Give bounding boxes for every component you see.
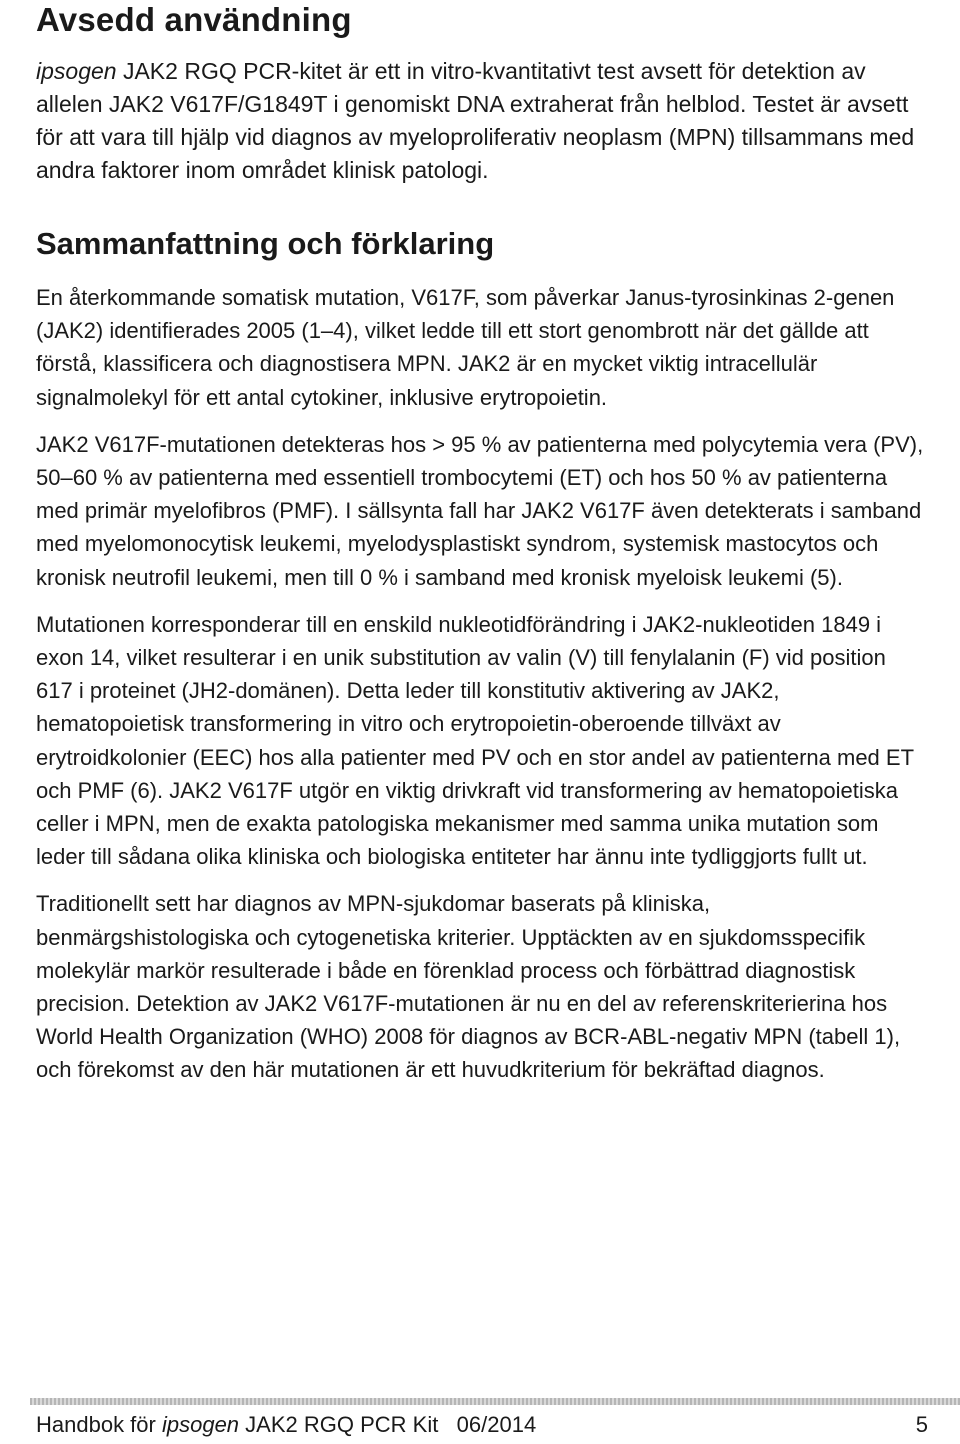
summary-paragraph-1: En återkommande somatisk mutation, V617F, som påverkar Janus-tyrosinkinas 2-genen (JAK2) identifierades 2005 (1–4), vilket ledde till ett stort genombrott när det gällde att förstå, klassificera och diagnostisera MPN. JAK2 är en mycket viktig intracellulär signalmolekyl för ett antal cytokiner, inklusive erytropoietin. [36, 285, 895, 410]
section-heading-summary: Sammanfattning och förklaring [36, 226, 495, 261]
page-footer [36, 1410, 928, 1440]
footer-prefix: Handbok för [36, 1412, 162, 1437]
summary-paragraph-2: JAK2 V617F-mutationen detekteras hos > 95 % av patienterna med polycytemia vera (PV), 50–60 % av patienterna med essentiell trombocytemi (ET) och hos 50 % av patienterna med primär myelofibros (PMF). I sällsynta fall har JAK2 V617F även detekterats i samband med myelomonocytisk leukemi, myelodysplastiskt syndrom, systemisk mastocytos och kronisk neutrofil leukemi, men till 0 % i samband med kronisk myeloisk leukemi (5). [36, 431, 924, 590]
page-number: 5 [915, 1412, 928, 1437]
summary-paragraph-3: Mutationen korresponderar till en enskild nukleotidförändring i JAK2-nukleotiden 1849 i exon 14, vilket resulterar i en unik substitution av valin (V) till fenylalanin (F) vid position 617 i proteinet (JH2-domänen). Detta leder till konstitutiv aktivering av JAK2, hematopoietisk transformering in vitro och erytropoietin-oberoende tillväxt av erytroidkolonier (EEC) hos alla patienter med PV och en stor andel av patienterna med ET och PMF (6). JAK2 V617F utgör en viktig drivkraft vid transformering av hematopoietiska celler i MPN, men de exakta patologiska mekanismer med samma unika mutation som leder till sådana olika kliniska och biologiska entiteter har ännu inte tydliggjorts fullt ut. [36, 611, 914, 870]
intended-use-paragraph [36, 55, 926, 187]
summary-body [36, 281, 926, 1101]
product-name: ipsogen [36, 58, 117, 84]
section-heading-intended-use: Avsedd användning [36, 1, 352, 38]
intended-use-text: JAK2 RGQ PCR-kitet är ett in vitro-kvantitativt test avsett för detektion av allelen JAK2 V617F/G1849T i genomiskt DNA extraherat från helblod. Testet är avsett för att vara till hjälp vid diagnos av myeloproliferativ neoplasm (MPN) tillsammans med andra faktorer inom området klinisk patologi. [36, 58, 915, 183]
footer-product-name: ipsogen [161, 1412, 240, 1437]
footer-divider [30, 1398, 960, 1405]
summary-paragraph-4: Traditionellt sett har diagnos av MPN-sjukdomar baserats på kliniska, benmärgshistologiska och cytogenetiska kriterier. Upptäckten av en sjukdomsspecifik molekylär markör resulterade i både en förenklad process och förbättrad diagnostisk precision. Detektion av JAK2 V617F-mutationen är nu en del av referenskriterierina hos World Health Organization (WHO) 2008 för diagnos av BCR-ABL-negativ MPN (tabell 1), och förekomst av den här mutationen är ett huvudkriterium för bekräftad diagnos. [36, 891, 901, 1083]
footer-suffix: JAK2 RGQ PCR Kit 06/2014 [239, 1412, 537, 1437]
